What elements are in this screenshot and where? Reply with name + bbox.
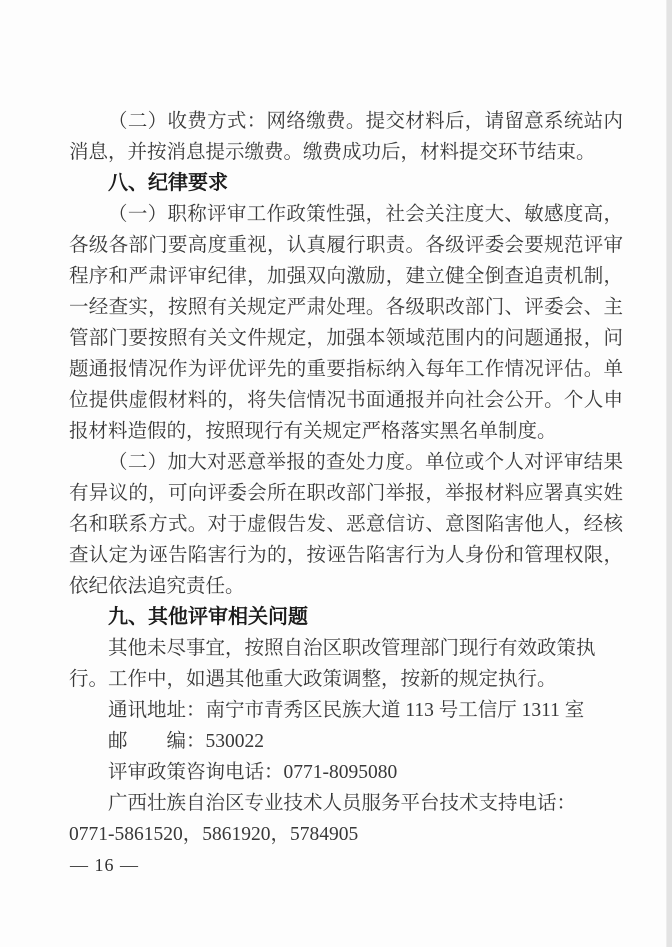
document-line: 管部门要按照有关文件规定，加强本领域范围内的问题通报，问 [69, 328, 623, 349]
document-line: 0771-5861520，5861920，5784905 [69, 824, 359, 845]
document-line: 程序和严肃评审纪律，加强双向激励，建立健全倒查追责机制， [69, 266, 623, 287]
document-line: 题通报情况作为评优评先的重要指标纳入每年工作情况评估。单 [69, 359, 623, 380]
document-line: 各级各部门要高度重视，认真履行职责。各级评委会要规范评审 [69, 235, 623, 256]
document-line: 位提供虚假材料的，将失信情况书面通报并向社会公开。个人申 [69, 390, 623, 411]
section-heading: 八、纪律要求 [108, 172, 228, 194]
document-line: （二）加大对恶意举报的查处力度。单位或个人对评审结果 [108, 452, 623, 473]
document-line: 有异议的，可向评委会所在职改部门举报，举报材料应署真实姓 [69, 483, 623, 504]
document-line: 行。工作中，如遇其他重大政策调整，按新的规定执行。 [69, 669, 557, 690]
document-line: 通讯地址：南宁市青秀区民族大道 113 号工信厅 1311 室 [108, 700, 585, 721]
document-body [69, 106, 623, 850]
section-heading: 九、其他评审相关问题 [108, 606, 308, 628]
document-line: 消息，并按消息提示缴费。缴费成功后，材料提交环节结束。 [69, 142, 596, 163]
document-line: 名和联系方式。对于虚假告发、恶意信访、意图陷害他人，经核 [69, 514, 623, 535]
document-line: 一经查实，按照有关规定严肃处理。各级职改部门、评委会、主 [69, 297, 623, 318]
document-line: 查认定为诬告陷害行为的，按诬告陷害行为人身份和管理权限， [69, 545, 623, 566]
scan-edge [666, 0, 672, 947]
document-line: 广西壮族自治区专业技术人员服务平台技术支持电话： [108, 793, 577, 814]
page-number: — 16 — [70, 855, 139, 875]
document-line: （二）收费方式：网络缴费。提交材料后，请留意系统站内 [108, 111, 623, 132]
document-line: 依纪依法追究责任。 [69, 576, 245, 597]
document-line: （一）职称评审工作政策性强，社会关注度大、敏感度高， [108, 204, 623, 225]
document-line: 邮 编：530022 [108, 731, 265, 752]
document-line: 报材料造假的，按照现行有关规定严格落实黑名单制度。 [69, 421, 557, 442]
document-line: 评审政策咨询电话：0771-8095080 [108, 762, 398, 783]
document-line: 其他未尽事宜，按照自治区职改管理部门现行有效政策执 [108, 638, 596, 659]
